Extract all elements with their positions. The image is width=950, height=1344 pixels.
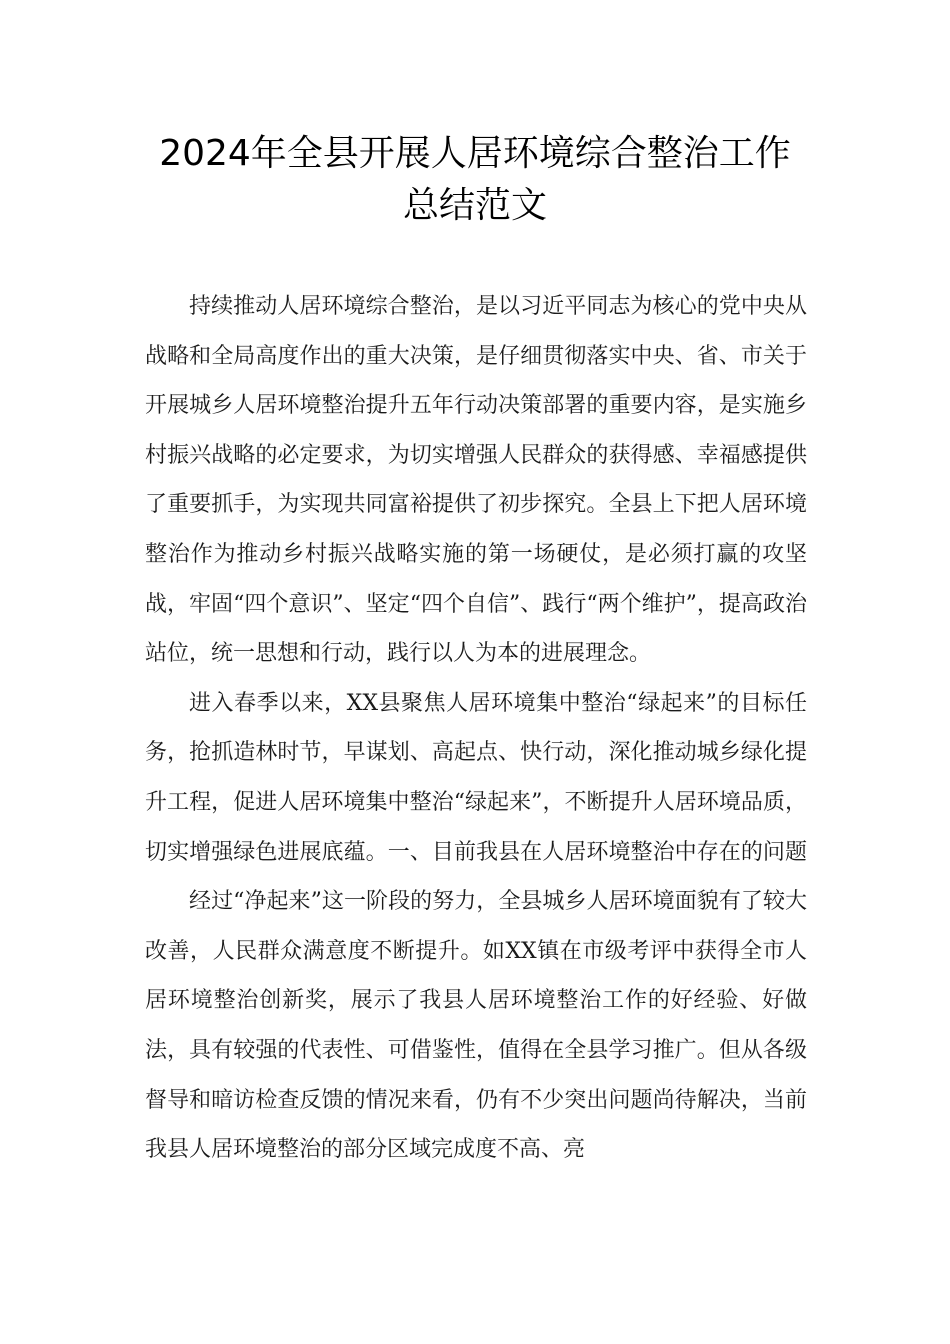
document-title: [120, 128, 830, 232]
document-body: [145, 282, 807, 1175]
paragraph-2: [145, 679, 807, 1175]
paragraph-1: 持续推动人居环境综合整治，是以习近平同志为核心的党中央从战略和全局高度作出的重大决策，是仔细贯彻落实中央、省、市关于开展城乡人居环境整治提升五年行动决策部署的重要内容，是实施乡村振兴战略的必定要求，为切实增强人民群众的获得感、幸福感提供了重要抓手，为实现共同富裕提供了初步探究。全县上下把人居环境整治作为推动乡村振兴战略实施的第一场硬仗，是必须打赢的攻坚战，牢固“四个意识”、坚定“四个自信”、践行“两个维护”，提高政治站位，统一思想和行动，践行以人为本的进展理念。: [145, 294, 807, 667]
paragraph-2-part-1: 进入春季以来，XX县聚焦人居环境集中整治“绿起来”的目标任务，抢抓造林时节，早谋划、高起点、快行动，深化推动城乡绿化提升工程，促进人居环境集中整治“绿起来”，不断提升人居环境品质，切实增强绿色进展底蕴。一、目前我县在人居环境整治中存在的问题: [145, 690, 807, 865]
title-line-1: 2024年全县开展人居环境综合整治工作: [159, 133, 791, 174]
paragraph-2-part-2: 经过“净起来”这一阶段的努力，全县城乡人居环境面貌有了较大改善，人民群众满意度不断提升。如XX镇在市级考评中获得全市人居环境整治创新奖，展示了我县人居环境整治工作的好经验、好做法，具有较强的代表性、可借鉴性，值得在全县学习推广。但从各级督导和暗访检查反馈的情况来看，仍有不少突出问题尚待解决，当前我县人居环境整治的部分区域完成度不高、亮: [145, 889, 807, 1163]
title-line-2: 总结范文: [402, 185, 547, 226]
